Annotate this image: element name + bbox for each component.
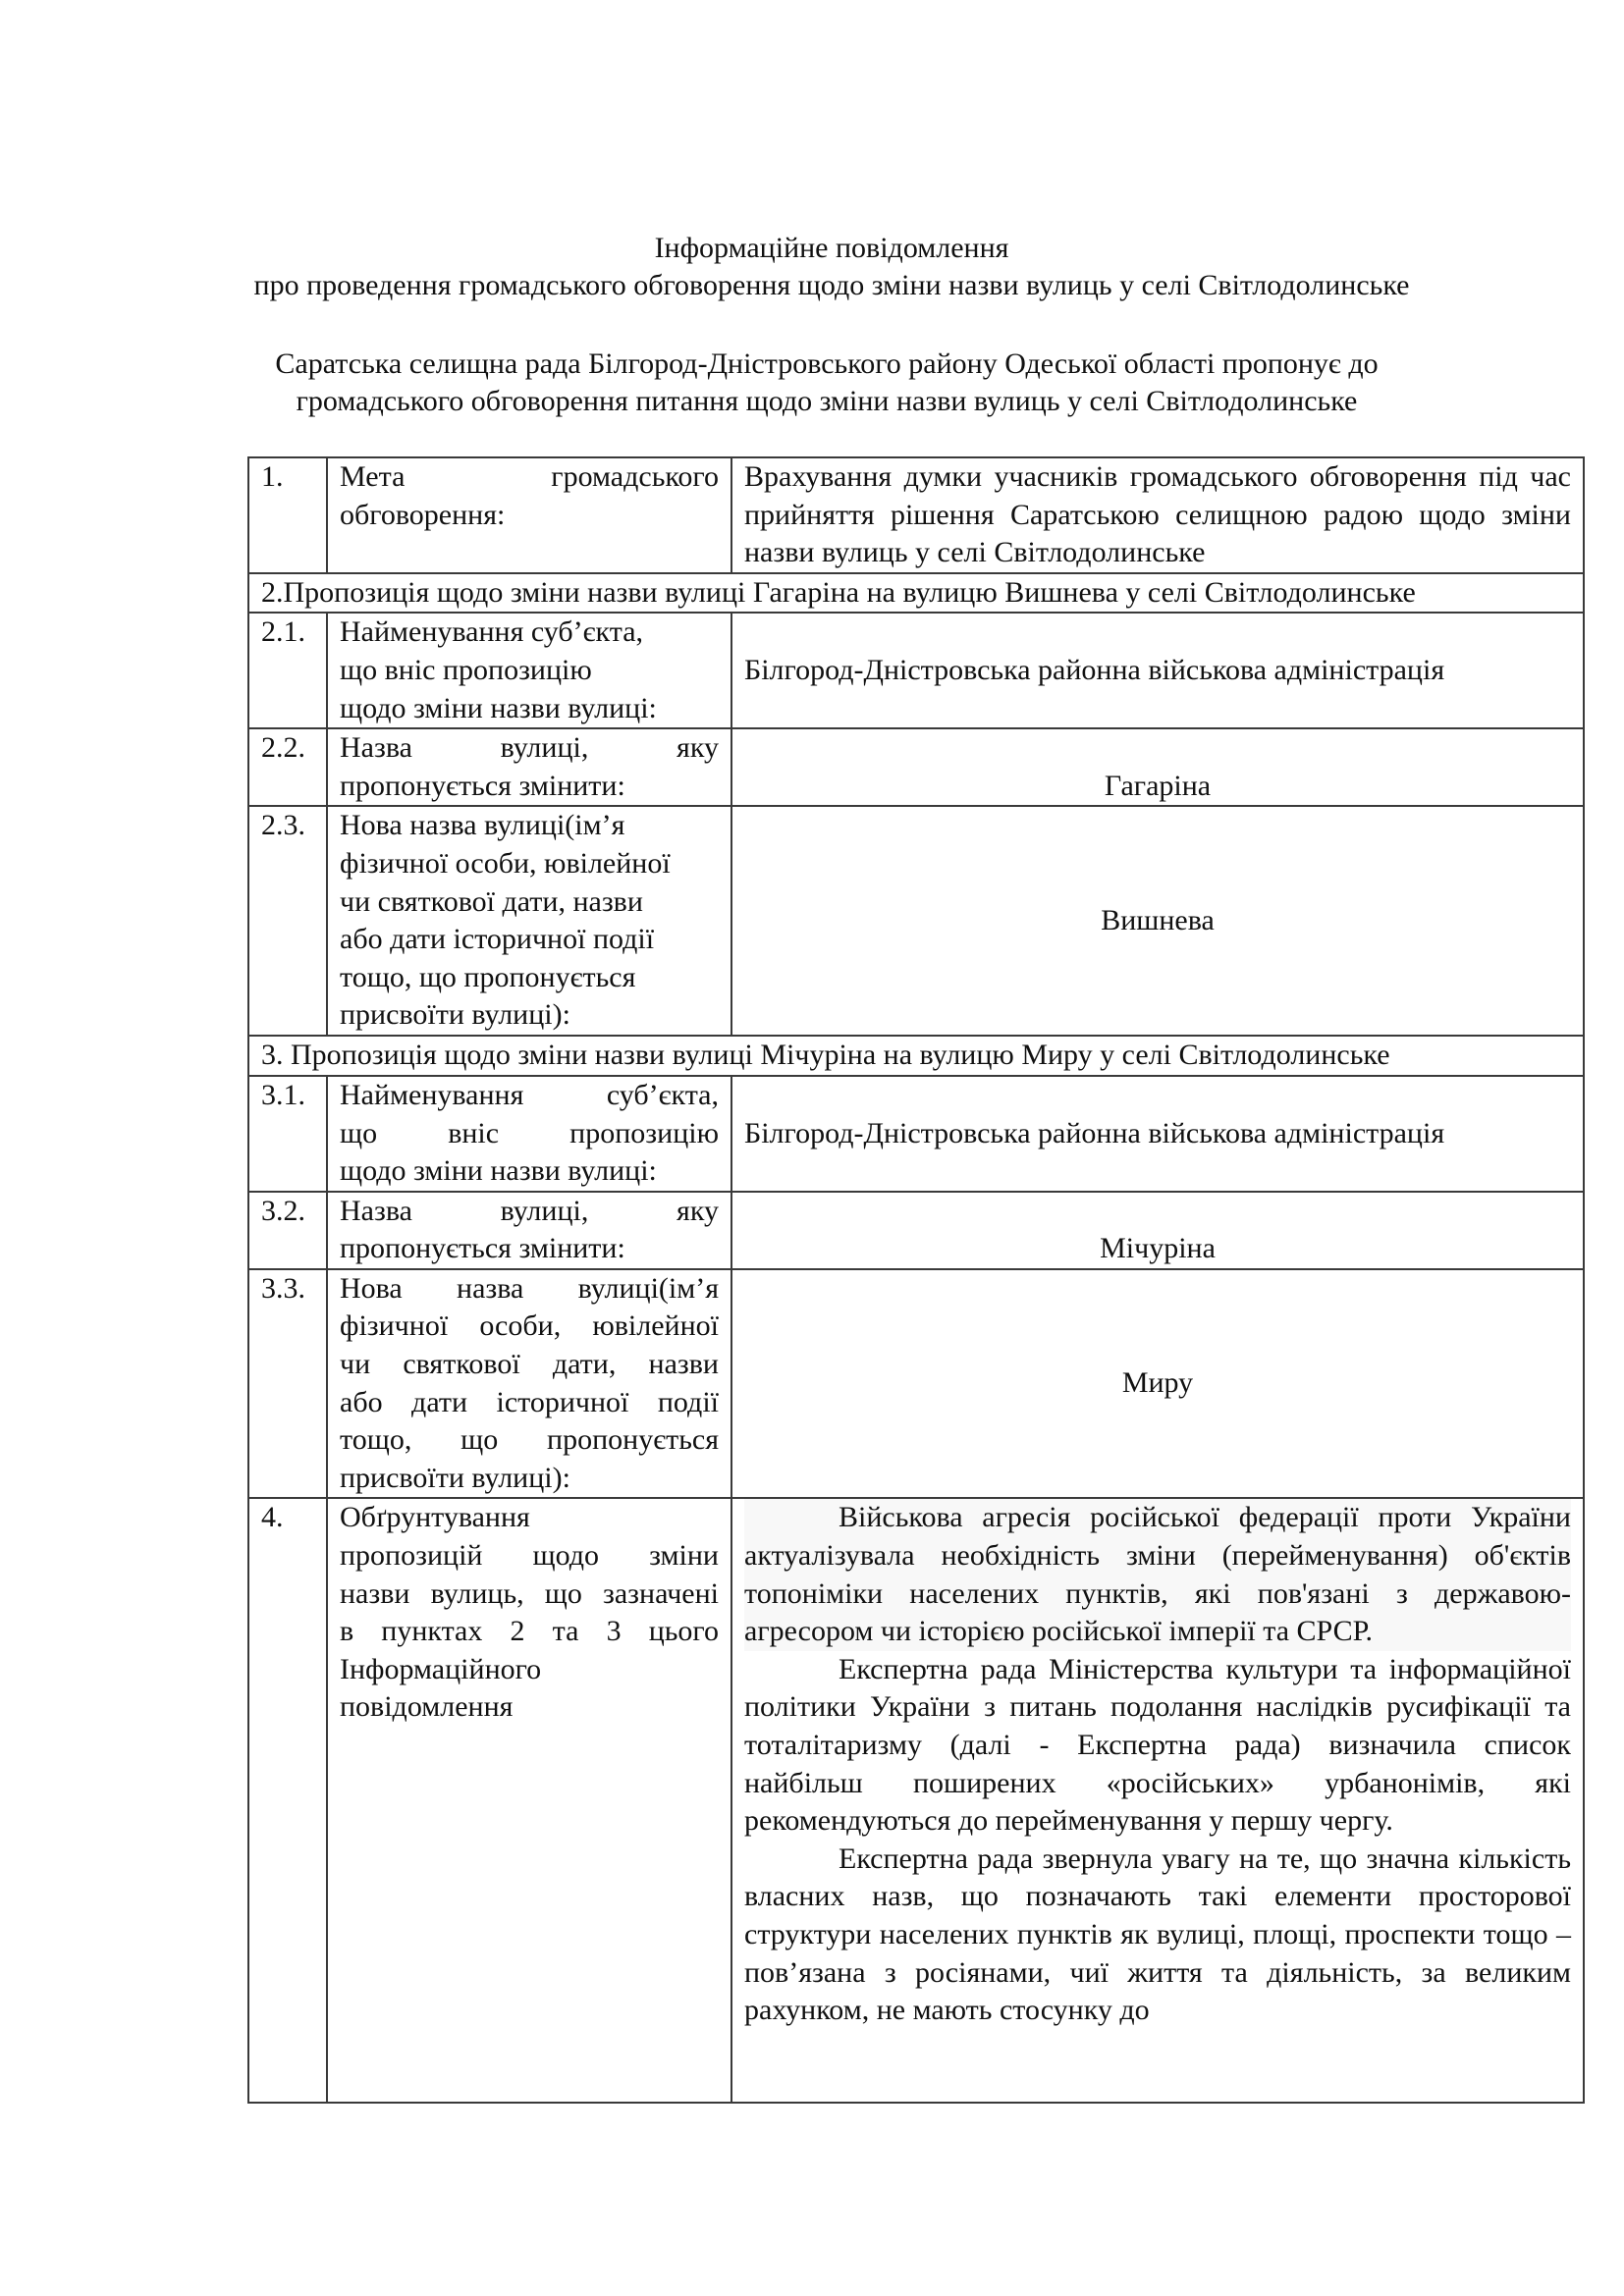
- row-label: Найменування суб’єкта, що вніс пропозицію щодо зміни назви вулиці:: [327, 1076, 731, 1192]
- section-header-3: [248, 1036, 1584, 1076]
- document-title: [0, 230, 1624, 304]
- row-value: Білгород-Дністровська районна військова адміністрація: [731, 613, 1584, 728]
- row-number: 1.: [248, 457, 327, 573]
- row-number: 2.2.: [248, 728, 327, 806]
- row-label: Нова назва вулиці(ім’я фізичної особи, ювілейної чи святкової дати, назви або дати історичної події тощо, що пропонується присвоїти вулиці):: [327, 806, 731, 1036]
- row-value: Миру: [731, 1269, 1584, 1499]
- notice-table: [247, 456, 1585, 2104]
- section-header-2: [248, 573, 1584, 614]
- row-label: Мета громадського обговорення:: [327, 457, 731, 573]
- justification-text: [731, 1498, 1584, 2103]
- row-number: 3.2.: [248, 1192, 327, 1269]
- row-value: Врахування думки учасників громадського обговорення під час прийняття рішення Саратською селищною радою щодо зміни назви вулиць у селі Світлодолинське: [731, 457, 1584, 573]
- row-number: 3.3.: [248, 1269, 327, 1499]
- row-label: Назва вулиці, яку пропонується змінити:: [327, 728, 731, 806]
- intro-text: [0, 346, 1624, 420]
- title-line-1: Інформаційне повідомлення: [654, 232, 1009, 264]
- table-row-purpose: [248, 457, 1584, 573]
- row-number: 3.1.: [248, 1076, 327, 1192]
- row-number: 2.1.: [248, 613, 327, 728]
- row-value: Білгород-Дністровська районна військова адміністрація: [731, 1076, 1584, 1192]
- section-title: 2.Пропозиція щодо зміни назви вулиці Гагаріна на вулицю Вишнева у селі Світлодолинське: [248, 573, 1584, 614]
- intro-line-2: громадського обговорення питання щодо зміни назви вулиць у селі Світлодолинське: [296, 385, 1358, 417]
- table-row: [248, 613, 1584, 728]
- table-row: [248, 1076, 1584, 1192]
- row-label: Найменування суб’єкта, що вніс пропозицію щодо зміни назви вулиці:: [327, 613, 731, 728]
- table-row: [248, 728, 1584, 806]
- table-row-justification: [248, 1498, 1584, 2103]
- paragraph: Експертна рада звернула увагу на те, що значна кількість власних назв, що позначають такі елементи просторової структури населених пунктів як вулиці, площі, проспекти тощо – пов’язана з росіянами, чиї життя та діяльність, за великим рахунком, не мають стосунку до: [744, 1842, 1571, 2027]
- row-value: Гагаріна: [731, 728, 1584, 806]
- paragraph: Військова агресія російської федерації проти України актуалізувала необхідність зміни (перейменування) об'єктів топоніміки населених пунктів, які пов'язані з державою-агресором чи історією російської імперії та СРСР.: [744, 1499, 1571, 1650]
- section-title: 3. Пропозиція щодо зміни назви вулиці Мічуріна на вулицю Миру у селі Світлодолинське: [248, 1036, 1584, 1076]
- table-row: [248, 806, 1584, 1036]
- row-value: Мічуріна: [731, 1192, 1584, 1269]
- table-row: [248, 1192, 1584, 1269]
- row-label: Назва вулиці, яку пропонується змінити:: [327, 1192, 731, 1269]
- row-number: 2.3.: [248, 806, 327, 1036]
- row-value: Вишнева: [731, 806, 1584, 1036]
- intro-line-1: Саратська селищна рада Білгород-Дністровського району Одеської області пропонує до: [275, 347, 1379, 380]
- title-line-2: про проведення громадського обговорення щодо зміни назви вулиць у селі Світлодолинське: [253, 269, 1410, 301]
- row-label: Нова назва вулиці(ім’я фізичної особи, ювілейної чи святкової дати, назви або дати історичної події тощо, що пропонується присвоїти вулиці):: [327, 1269, 731, 1499]
- row-number: 4.: [248, 1498, 327, 2103]
- table-row: [248, 1269, 1584, 1499]
- paragraph: Експертна рада Міністерства культури та інформаційної політики України з питань подолання наслідків русифікації та тоталітаризму (далі - Експертна рада) визначила список найбільш поширених «російських» урбанонімів, які рекомендуються до перейменування у першу чергу.: [744, 1652, 1571, 1838]
- row-label: Обґрунтування пропозицій щодо зміни назви вулиць, що зазначені в пунктах 2 та 3 цього Інформаційного повідомлення: [327, 1498, 731, 2103]
